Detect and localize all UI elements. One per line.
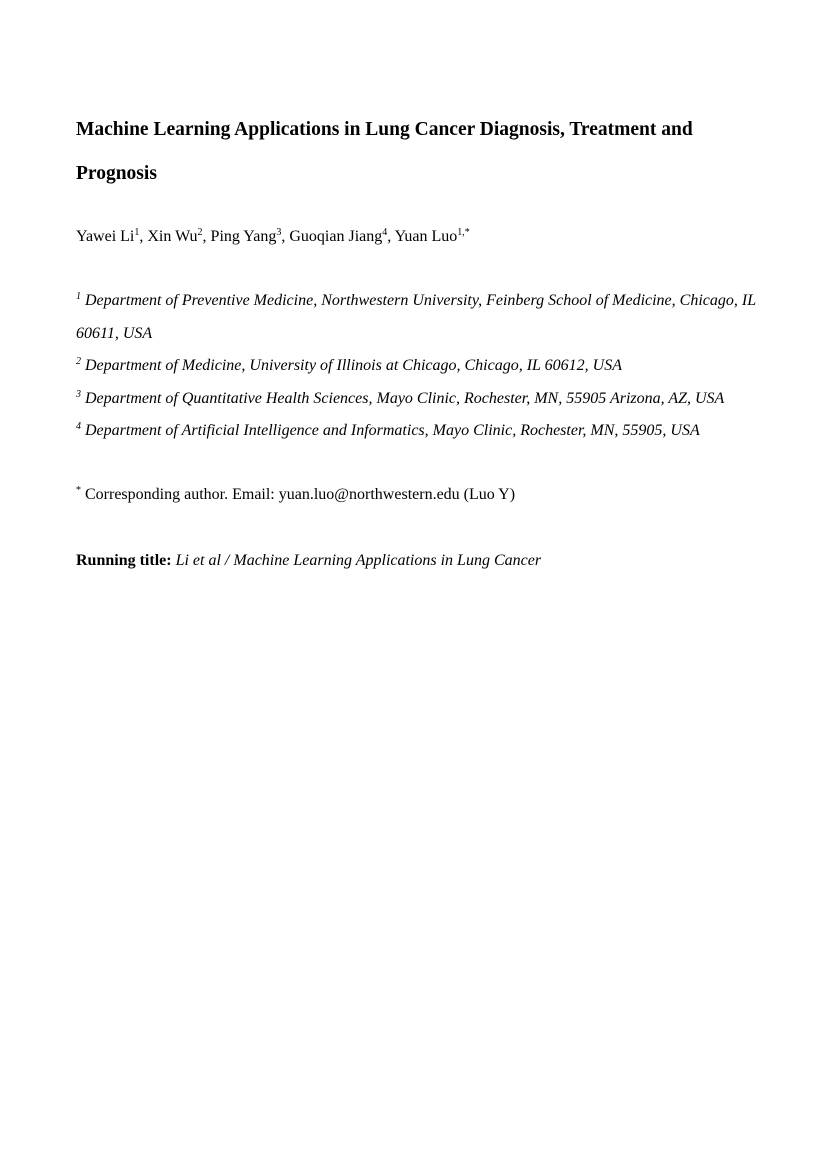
- affiliation-text: Department of Artificial Intelligence and Informatics, Mayo Clinic, Rochester, MN, 55905, USA: [85, 422, 700, 439]
- corresponding-text: Corresponding author. Email: yuan.luo@northwestern.edu (Luo Y): [85, 486, 516, 503]
- running-title: [76, 549, 541, 573]
- author-affiliation-marker: 3: [276, 227, 282, 238]
- affiliation: [76, 350, 766, 383]
- affiliation: [76, 415, 766, 448]
- paper-title: Machine Learning Applications in Lung Cancer Diagnosis, Treatment and Prognosis: [76, 119, 693, 184]
- author-separator: ,: [139, 228, 148, 245]
- running-title-label: Running title:: [76, 552, 172, 569]
- author-affiliation-marker: 1: [134, 227, 140, 238]
- author-name: Yuan Luo: [394, 228, 458, 245]
- author-list: [76, 225, 470, 249]
- author-name: Yawei Li: [76, 228, 135, 245]
- author-affiliation-marker: 1,*: [457, 227, 470, 238]
- author-name: Guoqian Jiang: [289, 228, 383, 245]
- affiliation: [76, 285, 766, 350]
- affiliation-text: Department of Medicine, University of Illinois at Chicago, Chicago, IL 60612, USA: [85, 357, 622, 374]
- author-separator: ,: [387, 228, 395, 245]
- affiliation-marker: 2: [76, 356, 81, 367]
- corresponding-marker: *: [76, 485, 81, 496]
- affiliation-marker: 4: [76, 421, 81, 432]
- affiliation: [76, 383, 766, 416]
- corresponding-author: [76, 483, 515, 507]
- affiliation-marker: 3: [76, 389, 81, 400]
- affiliation-text: Department of Preventive Medicine, Northwestern University, Feinberg School of Medicine, Chicago, IL 60611, USA: [76, 292, 756, 342]
- author-affiliation-marker: 2: [197, 227, 203, 238]
- author-affiliation-marker: 4: [382, 227, 388, 238]
- affiliation-text: Department of Quantitative Health Sciences, Mayo Clinic, Rochester, MN, 55905 Arizona, AZ, USA: [85, 390, 725, 407]
- running-title-value: Li et al / Machine Learning Applications in Lung Cancer: [175, 552, 542, 569]
- author-name: Xin Wu: [147, 228, 198, 245]
- affiliation-marker: 1: [76, 291, 81, 302]
- author-separator: ,: [202, 228, 211, 245]
- author-name: Ping Yang: [210, 228, 277, 245]
- author-separator: ,: [281, 228, 290, 245]
